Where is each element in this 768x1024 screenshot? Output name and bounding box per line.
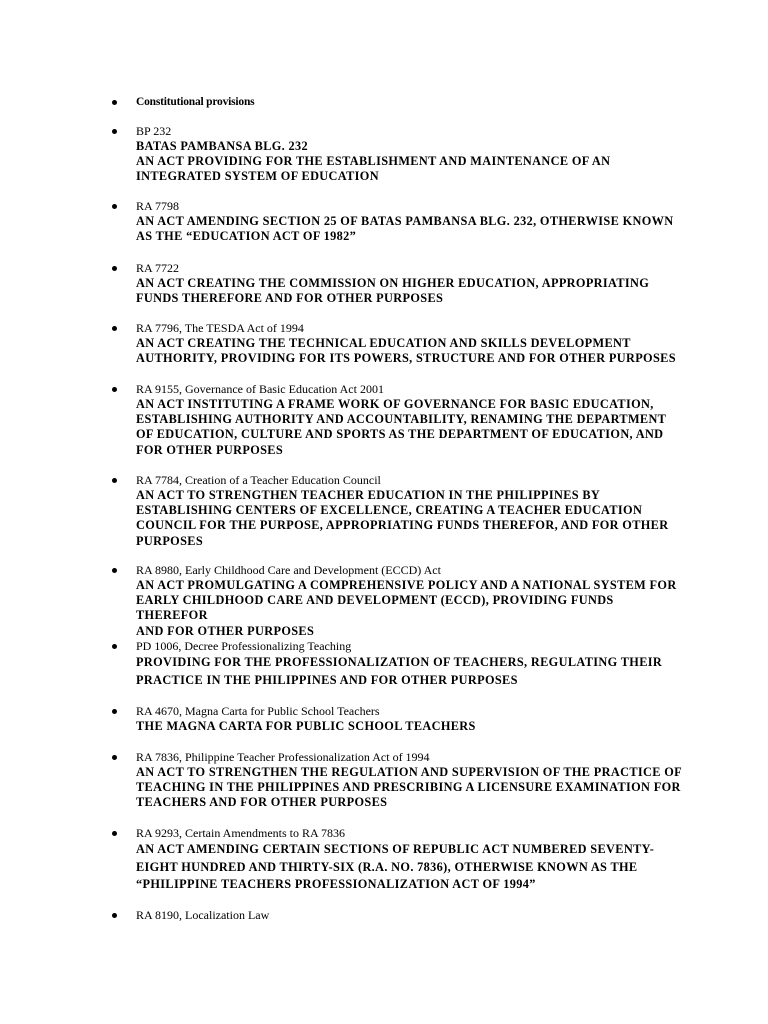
bullet-icon — [112, 204, 117, 209]
act-code: PD 1006, Decree Professionalizing Teaching — [136, 639, 352, 653]
act-code: RA 8980, Early Childhood Care and Development (ECCD) Act — [136, 563, 441, 577]
act-title: AN ACT AMENDING CERTAIN SECTIONS OF REPUBLIC ACT NUMBERED SEVENTY- EIGHT HUNDRED AND THIRTY-SIX (R.A. NO. 7836), OTHERWISE KNOWN AS THE “PHILIPPINE TEACHERS PROFESSIONALIZATION ACT OF 1994” — [136, 842, 655, 891]
bullet-icon — [112, 266, 117, 271]
bullet-icon — [112, 568, 117, 573]
act-title: AN ACT CREATING THE TECHNICAL EDUCATION AND SKILLS DEVELOPMENT AUTHORITY, PROVIDING FOR ITS POWERS, STRUCTURE AND FOR OTHER PURPOSES — [136, 336, 676, 366]
act-title: PROVIDING FOR THE PROFESSIONALIZATION OF TEACHERS, REGULATING THEIR PRACTICE IN THE PHILIPPINES AND FOR OTHER PURPOSES — [136, 655, 663, 687]
bullet-icon — [112, 755, 117, 760]
act-code: RA 7836, Philippine Teacher Professionalization Act of 1994 — [136, 750, 430, 764]
act-title: AN ACT TO STRENGTHEN TEACHER EDUCATION IN THE PHILIPPINES BY ESTABLISHING CENTERS OF EXCELLENCE, CREATING A TEACHER EDUCATION COUNCIL FOR THE PURPOSE, APPROPRIATING FUNDS THEREFOR, AND FOR OTHER PURPOSES — [136, 488, 669, 548]
act-title: AN ACT TO STRENGTHEN THE REGULATION AND SUPERVISION OF THE PRACTICE OF TEACHING IN THE PHILIPPINES AND PRESCRIBING A LICENSURE EXAMINATION FOR TEACHERS AND FOR OTHER PURPOSES — [136, 765, 682, 810]
act-title: AN ACT INSTITUTING A FRAME WORK OF GOVERNANCE FOR BASIC EDUCATION, ESTABLISHING AUTHORITY AND ACCOUNTABILITY, RENAMING THE DEPARTMENT OF EDUCATION, CULTURE AND SPORTS AS THE DEPARTMENT OF EDUCATION, AND FOR OTHER PURPOSES — [136, 397, 667, 457]
act-code: RA 7796, The TESDA Act of 1994 — [136, 321, 304, 335]
act-code: RA 4670, Magna Carta for Public School Teachers — [136, 704, 380, 718]
bullet-icon — [112, 100, 117, 105]
act-code: RA 9155, Governance of Basic Education Act 2001 — [136, 382, 384, 396]
act-code: RA 8190, Localization Law — [136, 908, 270, 922]
bullet-icon — [112, 709, 117, 714]
act-title: AN ACT AMENDING SECTION 25 OF BATAS PAMBANSA BLG. 232, OTHERWISE KNOWN AS THE “EDUCATION ACT OF 1982” — [136, 214, 674, 244]
act-title: THE MAGNA CARTA FOR PUBLIC SCHOOL TEACHERS — [136, 719, 476, 733]
act-code: RA 7798 — [136, 199, 180, 213]
bullet-icon — [112, 129, 117, 134]
bullet-icon — [112, 913, 117, 918]
act-code: BP 232 — [136, 124, 172, 138]
bullet-icon — [112, 387, 117, 392]
act-code: RA 7784, Creation of a Teacher Education Council — [136, 473, 381, 487]
act-title: BATAS PAMBANSA BLG. 232 AN ACT PROVIDING FOR THE ESTABLISHMENT AND MAINTENANCE OF AN INTEGRATED SYSTEM OF EDUCATION — [136, 139, 611, 184]
act-title: AN ACT PROMULGATING A COMPREHENSIVE POLICY AND A NATIONAL SYSTEM FOR EARLY CHILDHOOD CARE AND DEVELOPMENT (ECCD), PROVIDING FUNDS THEREFOR AND FOR OTHER PURPOSES — [136, 578, 677, 638]
act-title: AN ACT CREATING THE COMMISSION ON HIGHER EDUCATION, APPROPRIATING FUNDS THEREFORE AND FOR OTHER PURPOSES — [136, 276, 650, 306]
list-heading: Constitutional provisions — [136, 96, 255, 108]
bullet-icon — [112, 831, 117, 836]
act-code: RA 7722 — [136, 261, 180, 275]
bullet-icon — [112, 326, 117, 331]
bullet-icon — [112, 644, 117, 649]
act-code: RA 9293, Certain Amendments to RA 7836 — [136, 826, 345, 840]
bullet-icon — [112, 478, 117, 483]
